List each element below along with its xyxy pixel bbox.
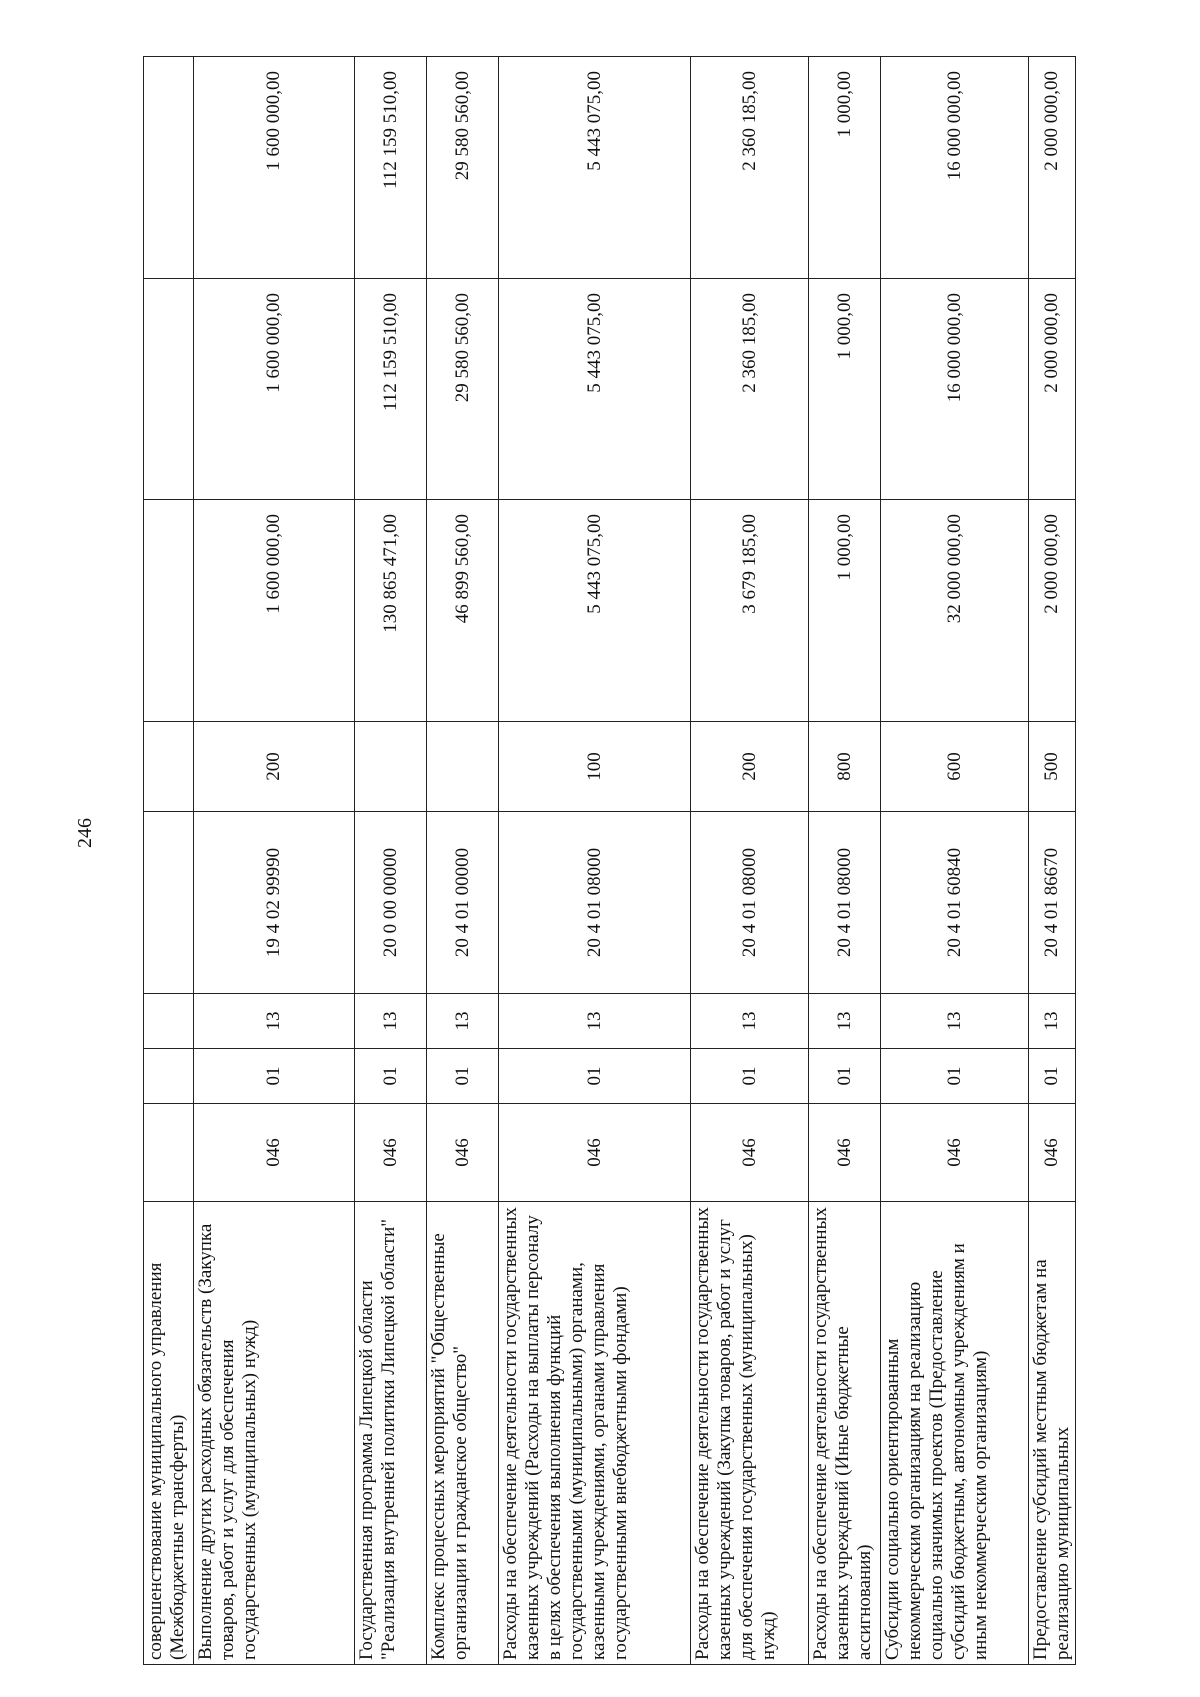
- amount-year3-cell: 1 000,00: [809, 57, 881, 279]
- table-row: [355, 57, 427, 1665]
- org-code-cell: 046: [881, 1104, 1029, 1202]
- table-row: [809, 57, 881, 1665]
- target-article-cell: 20 4 01 00000: [427, 812, 499, 994]
- subsection-cell: 13: [355, 994, 427, 1049]
- expense-type-cell: 200: [194, 722, 355, 812]
- expense-type-cell: 500: [1029, 722, 1076, 812]
- amount-year1-cell: 46 899 560,00: [427, 500, 499, 722]
- target-article-cell: 20 4 01 60840: [881, 812, 1029, 994]
- expense-type-cell: 200: [691, 722, 809, 812]
- amount-year1-cell: [144, 500, 194, 722]
- description-cell: Расходы на обеспечение деятельности государственных казенных учреждений (Закупка товаров, работ и услуг для обеспечения государственных (муниципальных) нужд): [691, 1202, 809, 1665]
- amount-year3-cell: 1 600 000,00: [194, 57, 355, 279]
- amount-year2-cell: 2 000 000,00: [1029, 279, 1076, 500]
- description-cell: Субсидии социально ориентированным некоммерческим организациям на реализацию социально значимых проектов (Предоставление субсидий бюджетным, автономным учреждениям и иным некоммерческим организациям): [881, 1202, 1029, 1665]
- subsection-cell: 13: [1029, 994, 1076, 1049]
- budget-table-rotated: [143, 57, 1073, 1665]
- section-cell: 01: [881, 1049, 1029, 1104]
- amount-year2-cell: 5 443 075,00: [499, 279, 691, 500]
- target-article-cell: 20 4 01 86670: [1029, 812, 1076, 994]
- amount-year1-cell: 32 000 000,00: [881, 500, 1029, 722]
- expense-type-cell: [144, 722, 194, 812]
- amount-year2-cell: 2 360 185,00: [691, 279, 809, 500]
- description-cell: Предоставление субсидий местным бюджетам на реализацию муниципальных: [1029, 1202, 1076, 1665]
- subsection-cell: [144, 994, 194, 1049]
- description-cell: совершенствование муниципального управления (Межбюджетные трансферты): [144, 1202, 194, 1665]
- org-code-cell: [144, 1104, 194, 1202]
- amount-year1-cell: 1 000,00: [809, 500, 881, 722]
- table-row: [1029, 57, 1076, 1665]
- section-cell: 01: [355, 1049, 427, 1104]
- org-code-cell: 046: [691, 1104, 809, 1202]
- section-cell: 01: [1029, 1049, 1076, 1104]
- amount-year2-cell: 16 000 000,00: [881, 279, 1029, 500]
- amount-year3-cell: 5 443 075,00: [499, 57, 691, 279]
- table-row: [194, 57, 355, 1665]
- target-article-cell: 19 4 02 99990: [194, 812, 355, 994]
- description-cell: Расходы на обеспечение деятельности государственных казенных учреждений (Иные бюджетные ассигнования): [809, 1202, 881, 1665]
- subsection-cell: 13: [881, 994, 1029, 1049]
- table-row: [427, 57, 499, 1665]
- amount-year2-cell: 1 000,00: [809, 279, 881, 500]
- section-cell: 01: [499, 1049, 691, 1104]
- table-row: [499, 57, 691, 1665]
- amount-year1-cell: 3 679 185,00: [691, 500, 809, 722]
- expense-type-cell: 600: [881, 722, 1029, 812]
- description-cell: Выполнение других расходных обязательств (Закупка товаров, работ и услуг для обеспечения государственных (муниципальных) нужд): [194, 1202, 355, 1665]
- section-cell: 01: [809, 1049, 881, 1104]
- amount-year1-cell: 1 600 000,00: [194, 500, 355, 722]
- amount-year3-cell: 112 159 510,00: [355, 57, 427, 279]
- org-code-cell: 046: [499, 1104, 691, 1202]
- amount-year3-cell: [144, 57, 194, 279]
- description-cell: Государственная программа Липецкой области "Реализация внутренней политики Липецкой области": [355, 1202, 427, 1665]
- target-article-cell: 20 4 01 08000: [691, 812, 809, 994]
- section-cell: 01: [691, 1049, 809, 1104]
- org-code-cell: 046: [1029, 1104, 1076, 1202]
- subsection-cell: 13: [809, 994, 881, 1049]
- subsection-cell: 13: [194, 994, 355, 1049]
- amount-year3-cell: 29 580 560,00: [427, 57, 499, 279]
- amount-year2-cell: 29 580 560,00: [427, 279, 499, 500]
- org-code-cell: 046: [194, 1104, 355, 1202]
- target-article-cell: 20 0 00 00000: [355, 812, 427, 994]
- budget-table: [143, 56, 1076, 1665]
- org-code-cell: 046: [809, 1104, 881, 1202]
- amount-year1-cell: 5 443 075,00: [499, 500, 691, 722]
- description-cell: Расходы на обеспечение деятельности государственных казенных учреждений (Расходы на выплаты персоналу в целях обеспечения выполнения функций государственными (муниципальными) органами, казенными учреждениями, органами управления государственными внебюджетными фондами): [499, 1202, 691, 1665]
- description-cell: Комплекс процессных мероприятий "Общественные организации и гражданское общество": [427, 1202, 499, 1665]
- expense-type-cell: 800: [809, 722, 881, 812]
- amount-year1-cell: 130 865 471,00: [355, 500, 427, 722]
- amount-year3-cell: 2 000 000,00: [1029, 57, 1076, 279]
- org-code-cell: 046: [427, 1104, 499, 1202]
- table-row: [881, 57, 1029, 1665]
- target-article-cell: [144, 812, 194, 994]
- table-row: [144, 57, 194, 1665]
- expense-type-cell: [355, 722, 427, 812]
- amount-year3-cell: 16 000 000,00: [881, 57, 1029, 279]
- table-row: [691, 57, 809, 1665]
- target-article-cell: 20 4 01 08000: [809, 812, 881, 994]
- subsection-cell: 13: [499, 994, 691, 1049]
- amount-year2-cell: 112 159 510,00: [355, 279, 427, 500]
- subsection-cell: 13: [691, 994, 809, 1049]
- subsection-cell: 13: [427, 994, 499, 1049]
- amount-year2-cell: [144, 279, 194, 500]
- amount-year3-cell: 2 360 185,00: [691, 57, 809, 279]
- expense-type-cell: 100: [499, 722, 691, 812]
- page-number: 246: [74, 818, 96, 848]
- target-article-cell: 20 4 01 08000: [499, 812, 691, 994]
- section-cell: [144, 1049, 194, 1104]
- expense-type-cell: [427, 722, 499, 812]
- amount-year2-cell: 1 600 000,00: [194, 279, 355, 500]
- section-cell: 01: [194, 1049, 355, 1104]
- amount-year1-cell: 2 000 000,00: [1029, 500, 1076, 722]
- section-cell: 01: [427, 1049, 499, 1104]
- org-code-cell: 046: [355, 1104, 427, 1202]
